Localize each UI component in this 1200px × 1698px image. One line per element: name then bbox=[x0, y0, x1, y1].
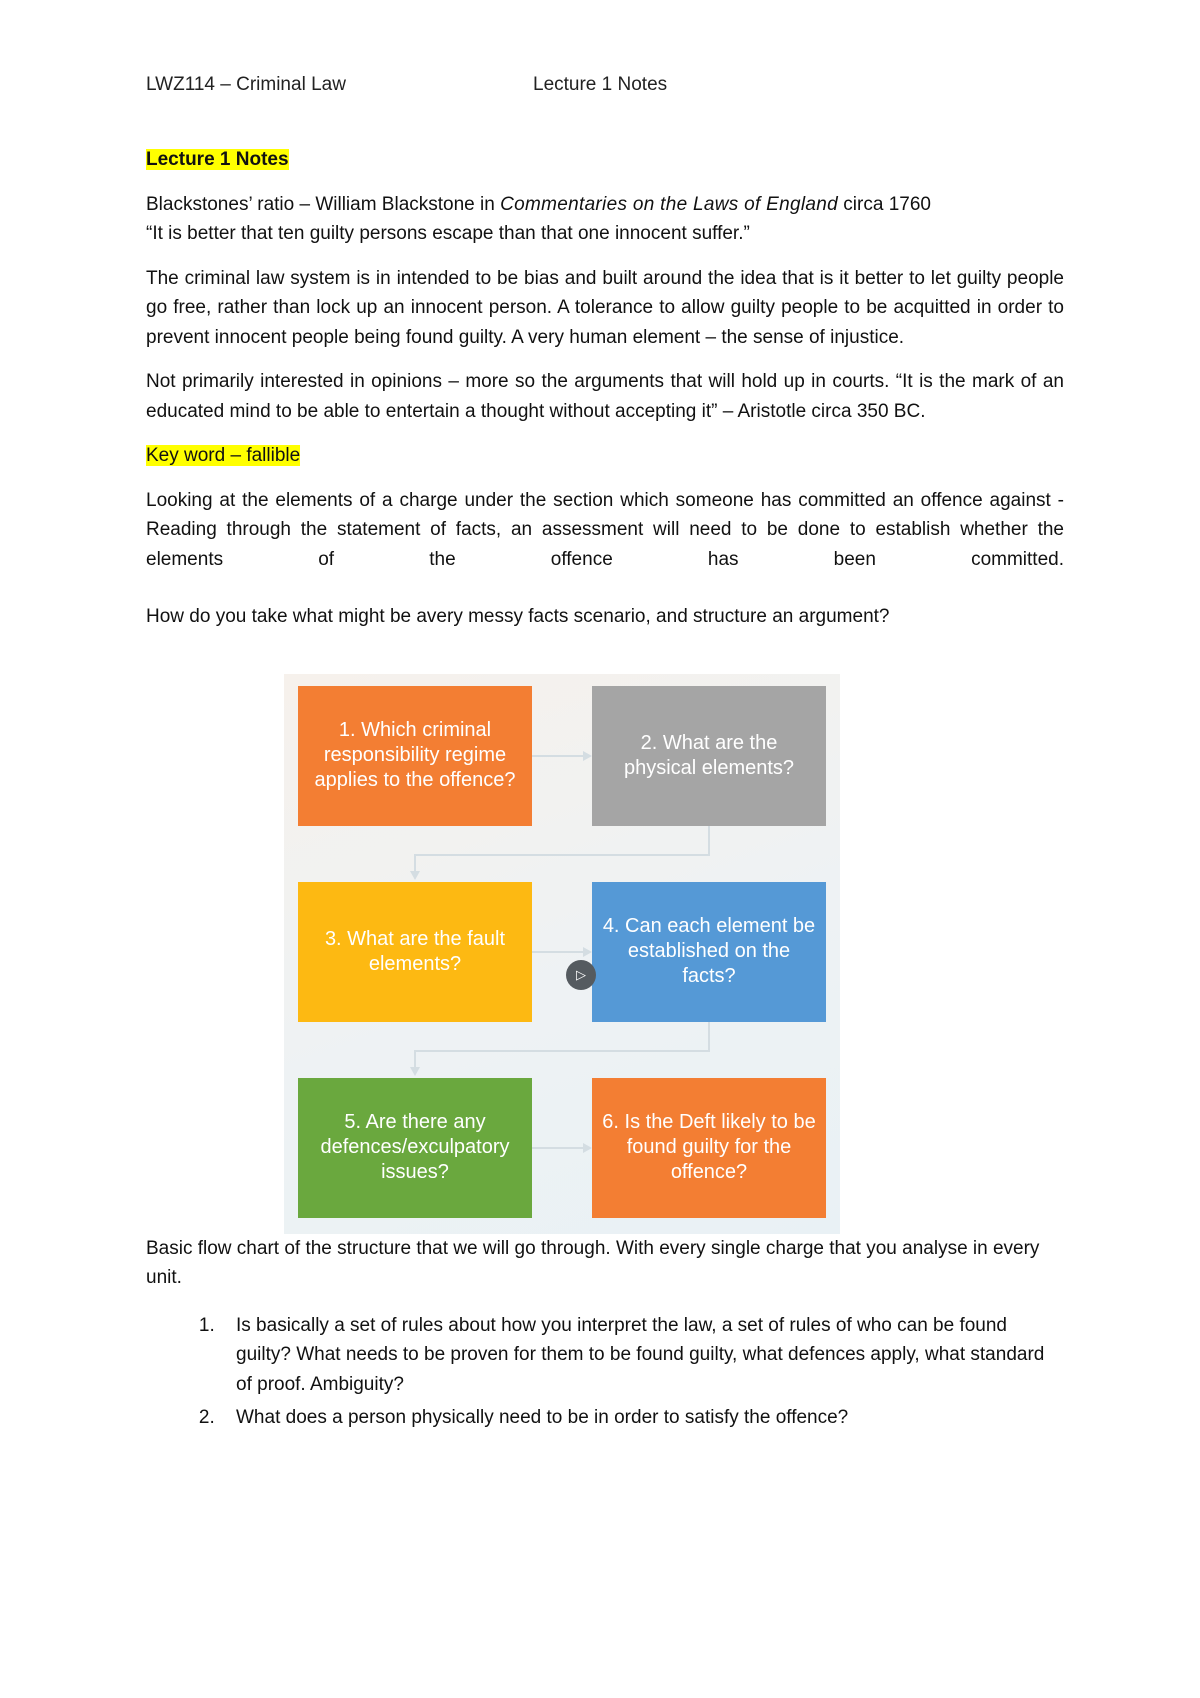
opinions-paragraph: Not primarily interested in opinions – more so the arguments that will hold up in courts. “It is the mark of an educated mind to be able to entertain a thought without accepting it” – Aristotle circa 350 BC. bbox=[146, 371, 1064, 422]
elements-paragraph: Looking at the elements of a charge under the section which someone has committed an offence against - Reading through the statement of facts, an assessment will need to be done to establish whether the elements of the offence has been committed. bbox=[146, 489, 1064, 570]
keyword-highlight: Key word – fallible bbox=[146, 445, 301, 466]
bias-paragraph: The criminal law system is in intended to be bias and built around the idea that is it better to let guilty people go free, rather than lock up an innocent person. A tolerance to allow guilty people to be acquitted in order to prevent innocent people being found guilty. A very human element – the sense of injustice. bbox=[146, 267, 1064, 348]
blackstone-paragraph bbox=[146, 190, 1064, 249]
flow-box-3: 3. What are the fault elements? bbox=[298, 882, 532, 1022]
header-title: Lecture 1 Notes bbox=[533, 74, 668, 95]
connector-4-5-horizontal bbox=[414, 1050, 710, 1052]
list-item: 2. What does a person physically need to be in order to satisfy the offence? bbox=[220, 1403, 1064, 1433]
question-paragraph: How do you take what might be avery messy facts scenario, and structure an argument? bbox=[146, 606, 890, 627]
header-course: LWZ114 – Criminal Law bbox=[146, 74, 346, 95]
page-heading: Lecture 1 Notes bbox=[146, 149, 289, 170]
arrow-head-icon bbox=[583, 751, 592, 761]
list-item: 1. Is basically a set of rules about how you interpret the law, a set of rules of who can be found guilty? What needs to be proven for them to be found guilty, what defences apply, what standard of proof. Ambiguity? bbox=[220, 1311, 1064, 1400]
connector-4-5-drop bbox=[414, 1050, 416, 1068]
flow-diagram bbox=[284, 674, 840, 1234]
flow-box-5: 5. Are there any defences/exculpatory issues? bbox=[298, 1078, 532, 1218]
heading-block bbox=[146, 145, 1064, 175]
arrow-head-icon bbox=[583, 1143, 592, 1153]
blackstone-prefix: Blackstones’ ratio – William Blackstone in bbox=[146, 193, 501, 215]
flow-box-2: 2. What are the physical elements? bbox=[592, 686, 826, 826]
arrow-head-icon bbox=[583, 947, 592, 957]
blackstone-quote: “It is better that ten guilty persons escape than that one innocent suffer.” bbox=[146, 223, 750, 244]
keyword-block bbox=[146, 441, 1064, 471]
blackstone-book: Commentaries on the Laws of England bbox=[500, 193, 839, 215]
arrow-head-icon bbox=[410, 871, 420, 880]
flow-box-4: 4. Can each element be established on the facts? bbox=[592, 882, 826, 1022]
connector-2-3-horizontal bbox=[414, 854, 710, 856]
connector-4-5-vertical bbox=[708, 1022, 710, 1050]
connector-2-3-vertical bbox=[708, 826, 710, 854]
arrow-head-icon bbox=[410, 1067, 420, 1076]
flow-paragraph: Basic flow chart of the structure that we will go through. With every single charge that you analyse in every unit. bbox=[146, 1237, 1040, 1288]
blackstone-suffix: circa 1760 bbox=[838, 193, 931, 215]
document-body bbox=[146, 145, 1064, 1437]
arrow-1-2 bbox=[532, 755, 584, 757]
numbered-list bbox=[146, 1311, 1064, 1433]
arrow-5-6 bbox=[532, 1147, 584, 1149]
flow-box-6: 6. Is the Deft likely to be found guilty for the offence? bbox=[592, 1078, 826, 1218]
flow-box-1: 1. Which criminal responsibility regime applies to the offence? bbox=[298, 686, 532, 826]
arrow-3-4 bbox=[532, 951, 584, 953]
connector-2-3-drop bbox=[414, 854, 416, 872]
play-icon[interactable]: ▷ bbox=[566, 960, 596, 990]
